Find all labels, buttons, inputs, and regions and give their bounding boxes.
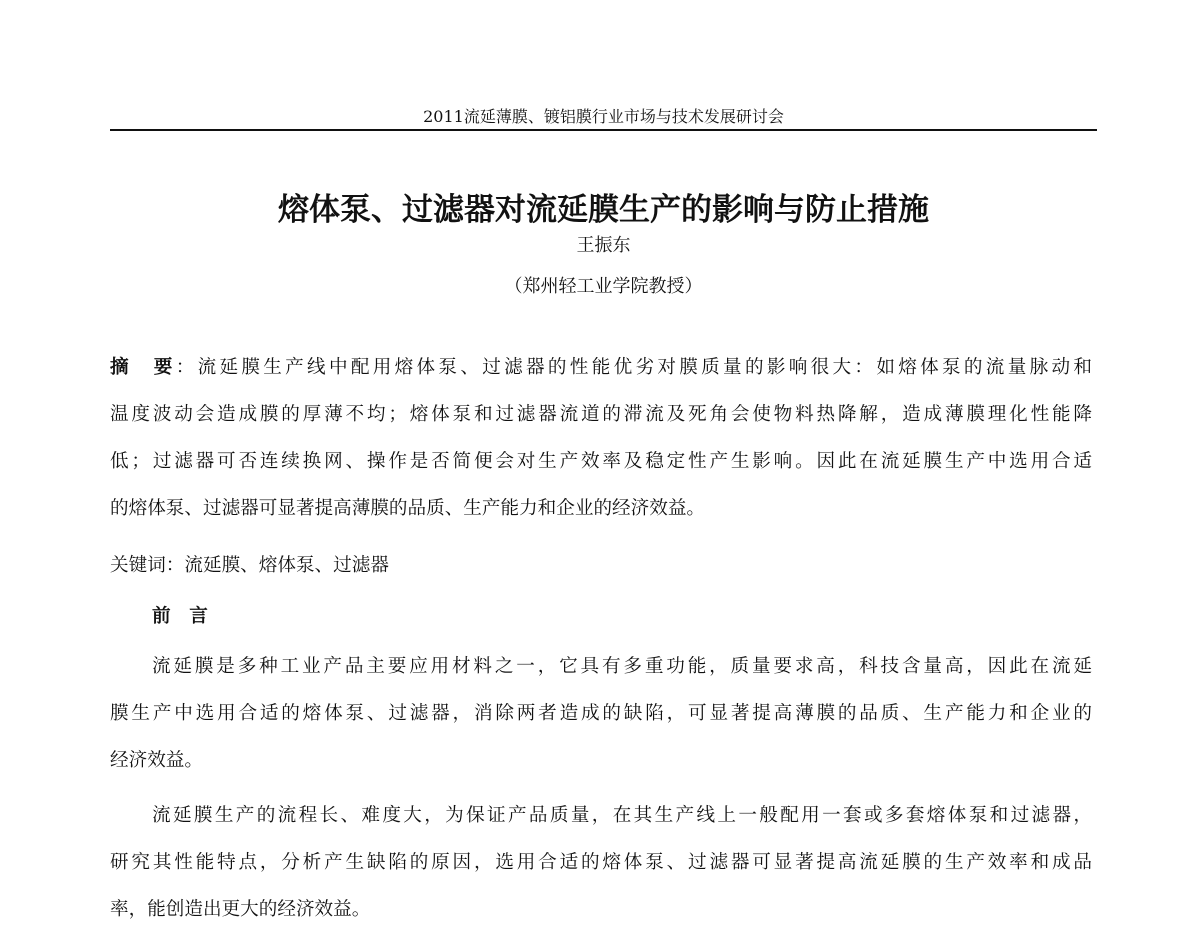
abstract-line: 的熔体泵、过滤器可显著提高薄膜的品质、生产能力和企业的经济效益。 [110,498,706,519]
paragraph-line: 经济效益。 [110,750,203,771]
paragraph-line: 率，能创造出更大的经济效益。 [110,899,371,920]
keywords: 关键词：流延膜、熔体泵、过滤器 [110,555,389,576]
author: 王振东 [576,235,631,256]
paragraph-line: 流延膜生产的流程长、难度大，为保证产品质量，在其生产线上一般配用一套或多套熔体泵和过滤器， [152,805,1092,826]
abstract-text: ：流延膜生产线中配用熔体泵、过滤器的性能优劣对膜质量的影响很大：如熔体泵的流量脉动和 [175,357,1092,378]
header-rule [110,129,1097,131]
paper-title: 熔体泵、过滤器对流延膜生产的影响与防止措施 [278,192,929,228]
abstract-line [110,353,1092,379]
abstract-label: 摘 要 [110,357,176,378]
abstract-line: 温度波动会造成膜的厚薄不均；熔体泵和过滤器流道的滞流及死角会使物料热降解，造成薄膜理化性能降 [110,404,1092,425]
affiliation: （郑州轻工业学院教授） [504,276,703,297]
running-header: 2011流延薄膜、镀铝膜行业市场与技术发展研讨会 [423,107,784,126]
paragraph-line: 研究其性能特点，分析产生缺陷的原因，选用合适的熔体泵、过滤器可显著提高流延膜的生产效率和成品 [110,852,1092,873]
paragraph-line: 流延膜是多种工业产品主要应用材料之一，它具有多重功能，质量要求高，科技含量高，因此在流延 [152,656,1092,677]
section-heading: 前 言 [152,606,208,627]
paragraph-line: 膜生产中选用合适的熔体泵、过滤器，消除两者造成的缺陷，可显著提高薄膜的品质、生产能力和企业的 [110,703,1092,724]
abstract-line: 低；过滤器可否连续换网、操作是否简便会对生产效率及稳定性产生影响。因此在流延膜生产中选用合适 [110,451,1092,472]
